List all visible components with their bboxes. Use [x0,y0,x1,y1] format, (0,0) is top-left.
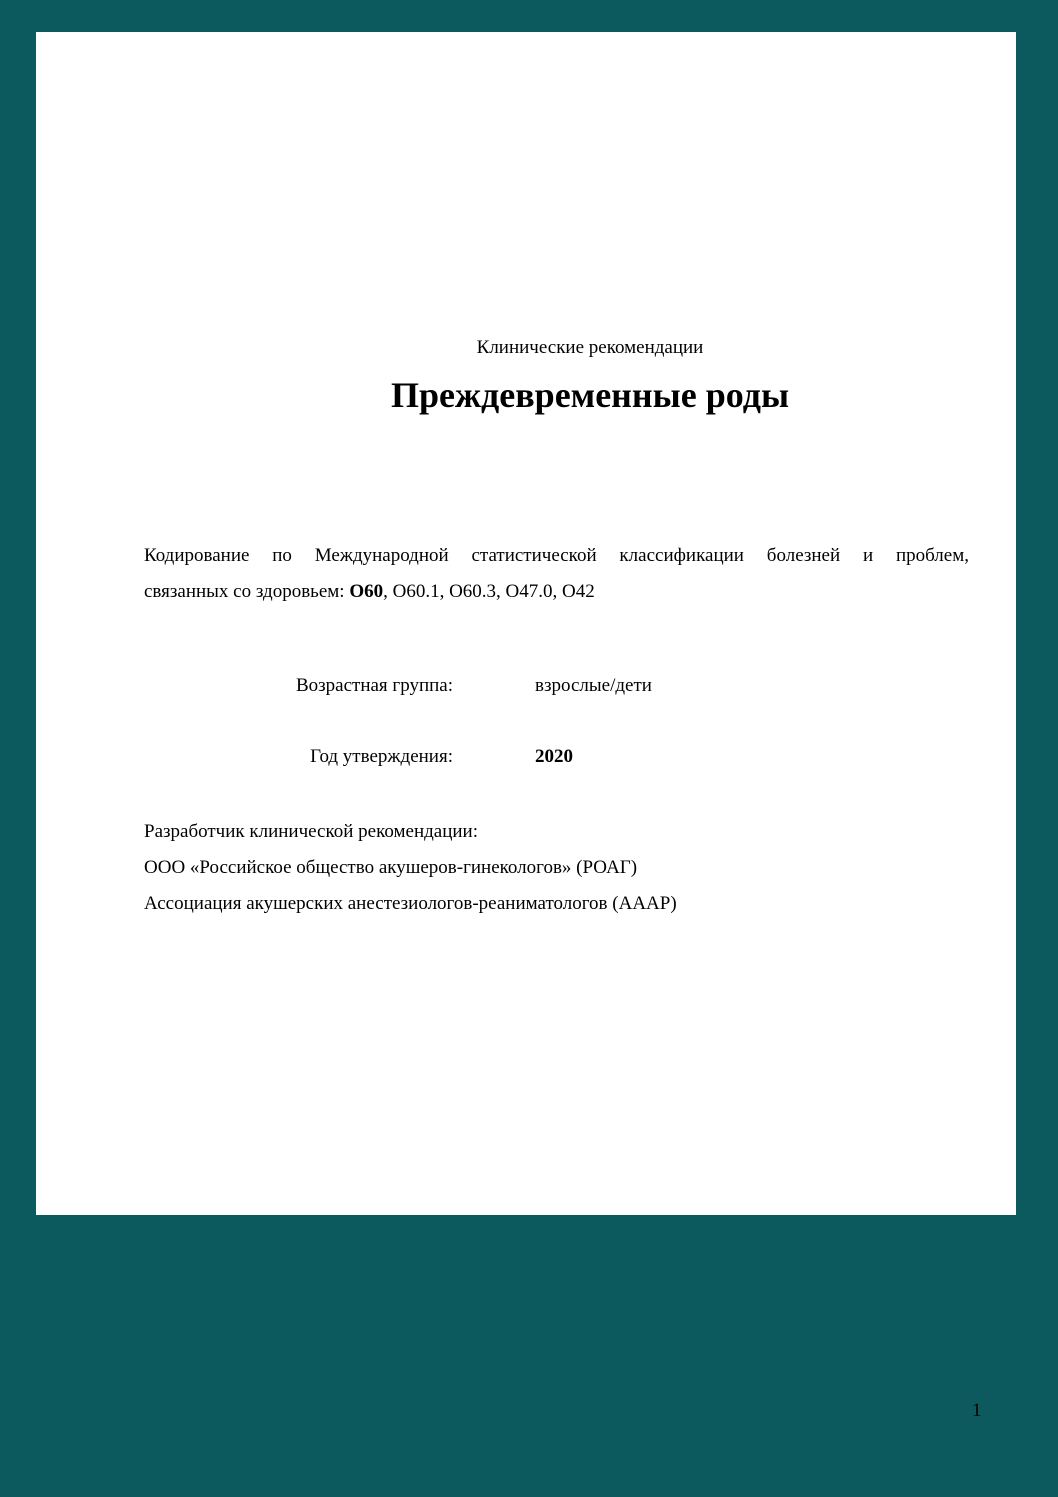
icd-coding-paragraph [144,538,969,610]
approval-year-label: Год утверждения: [310,746,453,767]
developer-item: ООО «Российское общество акушеров-гинекологов» (РОАГ) [144,857,638,878]
approval-year-value: 2020 [535,746,573,767]
page-number: 1 [972,1400,982,1421]
age-group-value: взрослые/дети [535,675,652,696]
document-title: Преждевременные роды [390,375,790,415]
developer-item: Ассоциация акушерских анестезиологов-реаниматологов (АААР) [144,893,677,914]
icd-coding-line-1: Кодирование по Международной статистической классификации болезней и проблем, [144,545,969,566]
developers-block [144,814,677,922]
icd-primary-code: O60 [349,581,384,602]
document-subtitle: Клинические рекомендации [476,337,704,358]
developers-heading: Разработчик клинической рекомендации: [144,821,479,842]
age-group-label: Возрастная группа: [295,675,453,696]
icd-coding-prefix: связанных со здоровьем: [144,581,350,602]
icd-other-codes: , O60.1, O60.3, O47.0, O42 [383,581,595,602]
document-page [36,32,1016,1215]
